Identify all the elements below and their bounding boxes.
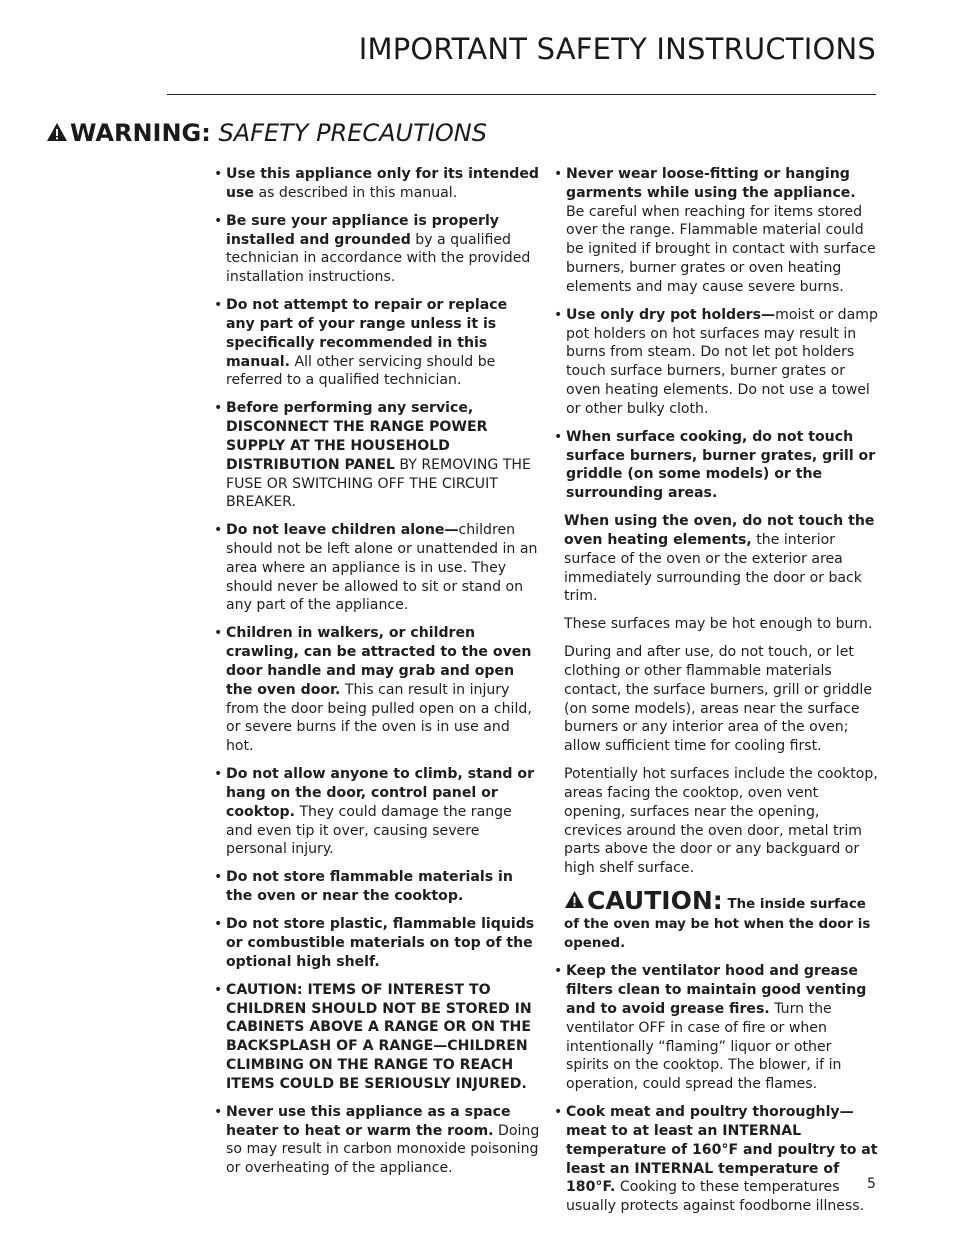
- list-item: [214, 868, 540, 906]
- list-item: [214, 399, 540, 512]
- list-item: [214, 212, 540, 287]
- paragraph: [564, 643, 878, 756]
- caution-label: CAUTION:: [587, 886, 723, 916]
- para-text: Potentially hot surfaces include the cooktop, areas facing the cooktop, oven vent opening, surfaces near the opening, crevices around the oven door, metal trim parts above the door or any backguard or high shelf surface.: [564, 766, 878, 877]
- item-bold: Use only dry pot holders—: [566, 306, 776, 323]
- paragraph: [564, 512, 878, 606]
- warning-title: SAFETY PRECAUTIONS: [218, 119, 487, 147]
- list-item: [554, 306, 878, 419]
- list-item: [214, 981, 540, 1094]
- list-item: [214, 165, 540, 203]
- item-bold: Cook meat and poultry thoroughly—meat to at least an INTERNAL temperature of 160°F and poultry to at least an INTERNAL temperature of 180°F.: [566, 1104, 878, 1196]
- list-item: [214, 624, 540, 756]
- section-heading: [46, 119, 487, 148]
- item-text: by a qualified technician in accordance with the provided installation instructions.: [226, 231, 531, 286]
- para-text: These surfaces may be hot enough to burn.: [564, 616, 873, 633]
- list-item: [214, 765, 540, 859]
- item-bold: Children in walkers, or children crawling, can be attracted to the oven door handle and may grab and open the oven door.: [226, 625, 532, 698]
- title-divider: [167, 94, 876, 95]
- right-column: [554, 165, 878, 1225]
- list-item: [554, 165, 878, 297]
- item-text: Doing so may result in carbon monoxide poisoning or overheating of the appliance.: [226, 1122, 540, 1177]
- item-text: as described in this manual.: [253, 184, 458, 201]
- page-title: IMPORTANT SAFETY INSTRUCTIONS: [358, 32, 876, 66]
- paragraph: [564, 765, 878, 878]
- list-item: [214, 915, 540, 971]
- item-text: All other servicing should be referred to a qualified technician.: [226, 353, 496, 389]
- caution-notice: [564, 886, 878, 953]
- caution-text: The inside surface of the oven may be hot when the door is opened.: [564, 897, 871, 951]
- list-item: [554, 428, 878, 503]
- item-text: They could damage the range and even tip it over, causing severe personal injury.: [226, 803, 512, 858]
- list-item: [214, 521, 540, 615]
- para-text: During and after use, do not touch, or let clothing or other flammable materials contact, the surface burners, grill or griddle (on some models), areas near the surface burners or any interior area of the oven; allow sufficient time for cooling first.: [564, 644, 873, 755]
- item-bold: Do not attempt to repair or replace any part of your range unless it is specifically recommended in this manual.: [226, 297, 508, 370]
- warning-triangle-icon: [46, 120, 68, 148]
- item-text: Be careful when reaching for items stored over the range. Flammable material could be ignited if brought in contact with surface burners, burner grates or oven heating elements and may cause severe burns.: [566, 203, 876, 295]
- item-bold: Do not leave children alone—: [226, 522, 459, 539]
- item-text: This can result in injury from the door being pulled open on a child, or severe burns if the oven is in use and hot.: [226, 681, 532, 755]
- item-text: Turn the ventilator OFF in case of fire or when intentionally “flaming” liquor or other spirits on the cooktop. The blower, if in operation, could spread the flames.: [566, 1001, 842, 1093]
- item-bold: CAUTION: ITEMS OF INTEREST TO CHILDREN SHOULD NOT BE STORED IN CABINETS ABOVE A RANGE OR ON THE BACKSPLASH OF A RANGE—CHILDREN CLIMBING ON THE RANGE TO REACH ITEMS COULD BE SERIOUSLY INJURED.: [226, 981, 532, 1092]
- item-bold: Use this appliance only for its intended use: [226, 166, 540, 201]
- list-item: [554, 1103, 878, 1216]
- list-item: [214, 296, 540, 390]
- page-number: 5: [867, 1176, 876, 1192]
- item-bold: Do not allow anyone to climb, stand or hang on the door, control panel or cooktop.: [226, 766, 535, 820]
- list-item: [214, 1103, 540, 1178]
- item-bold: Do not store flammable materials in the oven or near the cooktop.: [226, 869, 513, 905]
- item-text: BY REMOVING THE FUSE OR SWITCHING OFF THE CIRCUIT BREAKER.: [226, 456, 531, 511]
- item-bold: Never wear loose-fitting or hanging garments while using the appliance.: [566, 166, 856, 201]
- item-text: children should not be left alone or unattended in an area where an appliance is in use. They should never be allowed to sit or stand on any part of the appliance.: [226, 522, 538, 614]
- para-bold: When using the oven, do not touch the oven heating elements,: [564, 513, 875, 548]
- item-bold: Before performing any service, DISCONNECT THE RANGE POWER SUPPLY AT THE HOUSEHOLD DISTRIBUTION PANEL: [226, 400, 488, 473]
- item-bold: Do not store plastic, flammable liquids or combustible materials on top of the optional high shelf.: [226, 916, 535, 970]
- warning-triangle-icon: [564, 890, 585, 916]
- list-item: [554, 962, 878, 1094]
- item-text: Cooking to these temperatures usually protects against foodborne illness.: [566, 1179, 865, 1215]
- item-bold: Never use this appliance as a space heater to heat or warm the room.: [226, 1103, 511, 1139]
- item-bold: When surface cooking, do not touch surface burners, burner grates, grill or griddle (on some models) or the surrounding areas.: [566, 428, 876, 502]
- item-text: moist or damp pot holders on hot surfaces may result in burns from steam. Do not let pot holders touch surface burners, burner grates or oven heating elements. Do not use a towel or other bulky cloth.: [566, 306, 878, 417]
- para-text: the interior surface of the oven or the exterior area immediately surrounding the door or back trim.: [564, 531, 862, 605]
- item-bold: Keep the ventilator hood and grease filters clean to maintain good venting and to avoid grease fires.: [566, 963, 867, 1017]
- item-bold: Be sure your appliance is properly installed and grounded: [226, 212, 499, 248]
- paragraph: [564, 615, 878, 634]
- warning-label: WARNING:: [70, 119, 211, 147]
- left-column: [214, 165, 540, 1187]
